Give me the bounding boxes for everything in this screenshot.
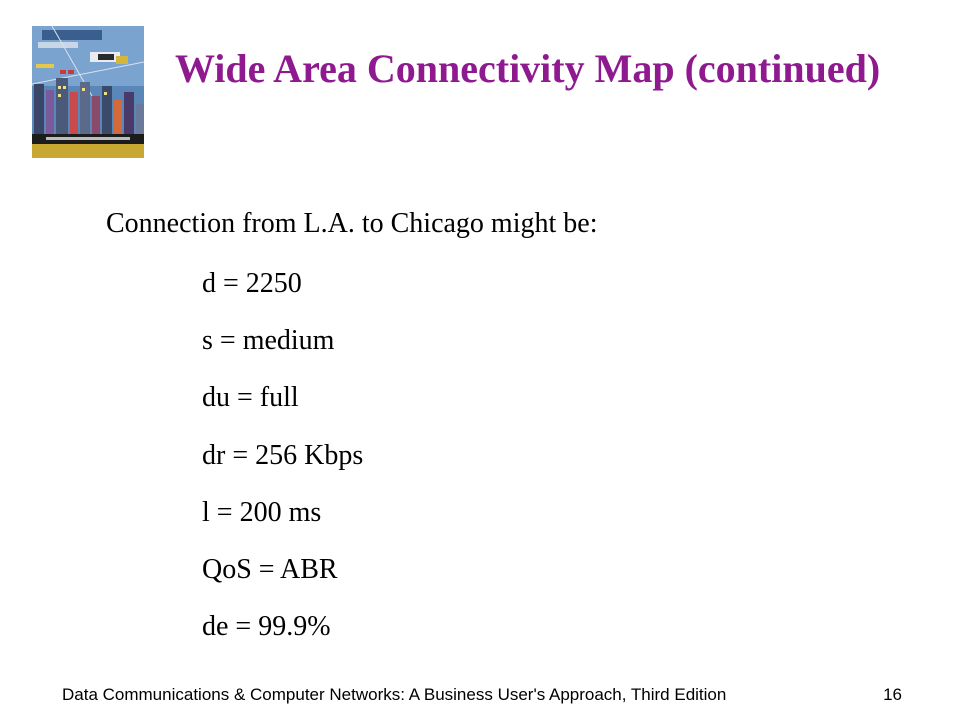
parameter-item: du = full xyxy=(202,382,299,414)
parameter-item: s = medium xyxy=(202,325,335,357)
page-number: 16 xyxy=(883,685,902,704)
parameter-item: l = 200 ms xyxy=(202,496,322,528)
slide-title: Wide Area Connectivity Map (continued) xyxy=(175,46,881,91)
parameter-item: de = 99.9% xyxy=(202,611,331,643)
parameter-item: dr = 256 Kbps xyxy=(202,439,364,471)
intro-text: Connection from L.A. to Chicago might be: xyxy=(106,208,598,239)
footer-text: Data Communications & Computer Networks: A Business User's Approach, Third Edition xyxy=(62,685,727,704)
book-cover-graphic xyxy=(32,26,144,158)
book-cover-image xyxy=(32,26,144,158)
parameter-item: d = 2250 xyxy=(202,268,302,299)
parameter-list xyxy=(202,266,363,666)
parameter-item: QoS = ABR xyxy=(202,553,338,585)
